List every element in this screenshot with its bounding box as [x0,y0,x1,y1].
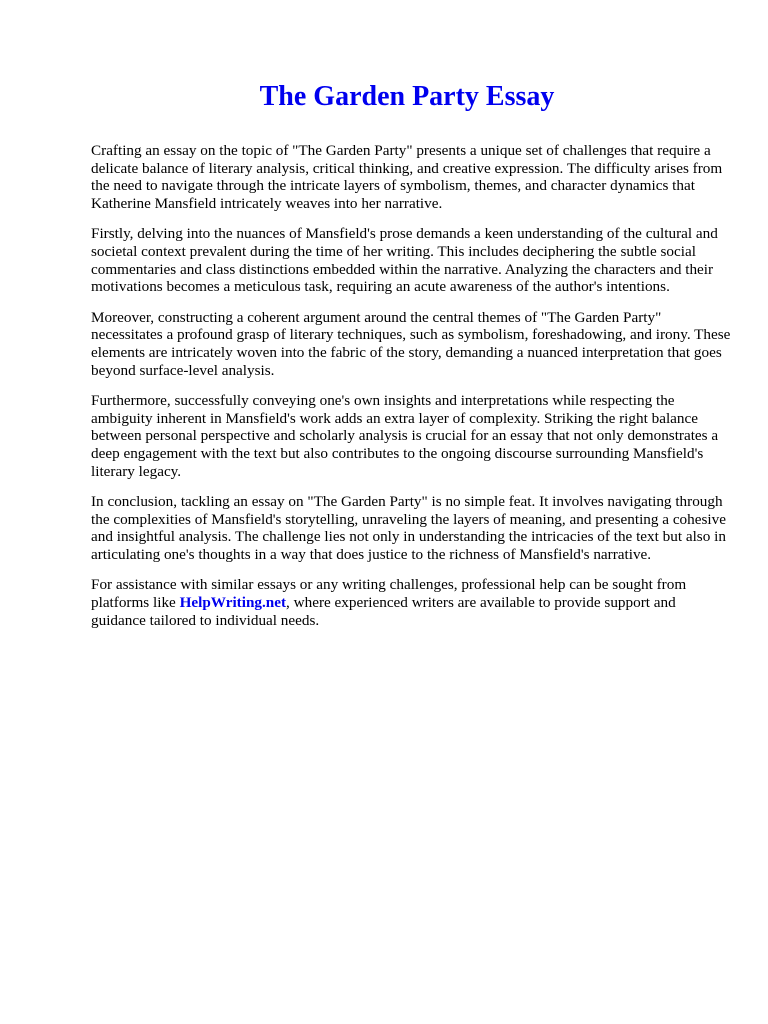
paragraph-furthermore: Furthermore, successfully conveying one's own insights and interpretations while respecting the ambiguity inherent in Mansfield's work adds an extra layer of complexity. Striking the right balance between personal perspective and scholarly analysis is crucial for an essay that not only demonstrates a deep engagement with the text but also contributes to the ongoing discourse surrounding Mansfield's literary legacy. [91,392,719,480]
paragraph-conclusion: In conclusion, tackling an essay on "The Garden Party" is no simple feat. It involves navigating through the complexities of Mansfield's storytelling, unraveling the layers of meaning, and presenting a cohesive and insightful analysis. The challenge lies not only in understanding the intricacies of the text but also in articulating one's thoughts in a way that does justice to the richness of Mansfield's narrative. [91,493,726,563]
paragraph-moreover: Moreover, constructing a coherent argument around the central themes of "The Garden Party" necessitates a profound grasp of literary techniques, such as symbolism, foreshadowing, and irony. These elements are intricately woven into the fabric of the story, demanding a nuanced interpretation that goes beyond surface-level analysis. [91,308,731,379]
paragraph-intro: Crafting an essay on the topic of "The Garden Party" presents a unique set of challenges that require a delicate balance of literary analysis, critical thinking, and creative expression. The difficulty arises from the need to navigate through the intricate layers of symbolism, themes, and character dynamics that Katherine Mansfield intricately weaves into her narrative. [91,142,723,212]
document-title: The Garden Party Essay [259,81,555,112]
helpwriting-link[interactable]: HelpWriting.net [179,594,287,612]
paragraph-closing [91,576,731,629]
paragraph-firstly: Firstly, delving into the nuances of Mansfield's prose demands a keen understanding of the cultural and societal context prevalent during the time of her writing. This includes deciphering the subtle social commentaries and class distinctions embedded within the narrative. Analyzing the characters and their motivations becomes a meticulous task, requiring an acute awareness of the author's intentions. [91,225,718,296]
closing-text-before-link: For assistance with similar essays or any writing challenges, professional help can be sought from platforms like [91,576,687,612]
document-page [91,0,731,629]
closing-text-after-link: , where experienced writers are available to provide support and guidance tailored to individual needs. [91,594,676,629]
